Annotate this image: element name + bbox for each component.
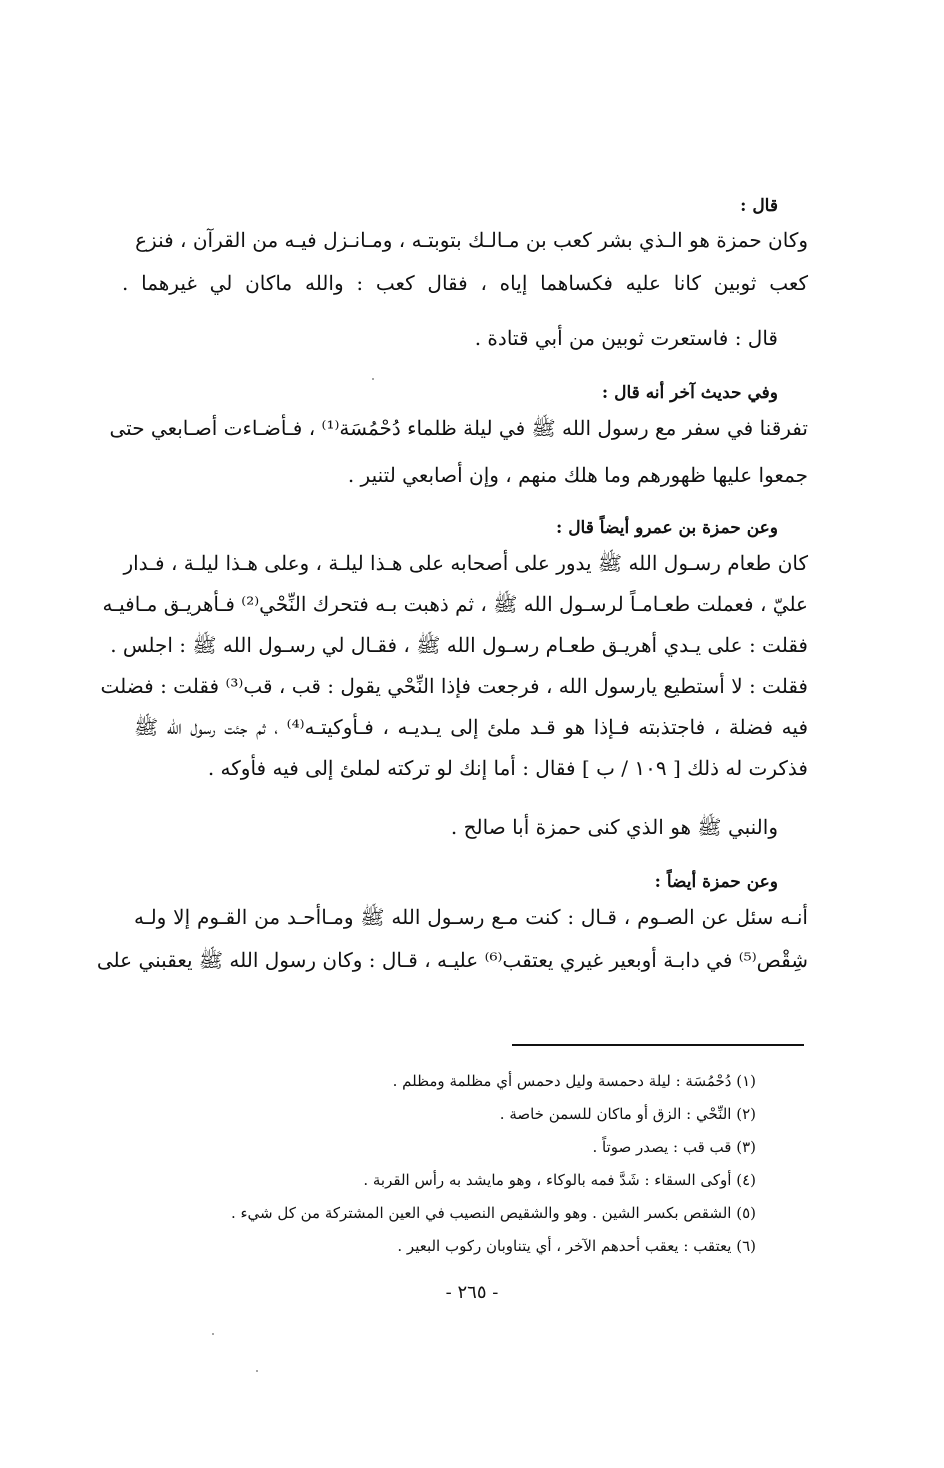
body-line: كعب ثوبين كانا عليه فكساهما إياه ، فقال كعب : والله ماكان لي غيرهما . [122, 271, 809, 295]
footnote: (٥) الشقص بكسر الشين . وهو والشقيص النصيب في العين المشتركة من كل شيء . [230, 1204, 756, 1222]
footnote: (٦) يعتقب : يعقب أحدهم الآخر ، أي يتناوبان ركوب البعير . [397, 1237, 756, 1255]
scan-speck [212, 1333, 214, 1335]
body-line: والنبي ﷺ هو الذي كنى حمزة أبا صالح . [450, 815, 778, 839]
body-line: فذكرت له ذلك [ ١٠٩ / ب ] فقال : أما إنك لو تركته لملئ إلى فيه فأوكه . [207, 756, 808, 780]
footnote: (٢) النِّحْي : الزق أو ماكان للسمن خاصة . [499, 1105, 756, 1123]
body-line: فيه فضلة ، فاجتذبته فـإذا هو قـد ملئ إلى يـديـه ، فـأوكيتـه⁽⁴⁾ ، ثم جئت رسول الله ﷺ [134, 715, 808, 739]
body-line: جمعوا عليها ظهورهم وما هلك منهم ، وإن أصابعي لتنير . [347, 463, 808, 487]
section-heading: قال : [740, 196, 778, 216]
body-line: شِقْص⁽⁵⁾ في دابـة أوبعير غيري يعتقب⁽⁶⁾ عليـه ، قـال : وكان رسول الله ﷺ يعقبني على [96, 948, 808, 972]
scan-speck [372, 378, 374, 380]
section-heading: وعن حمزة بن عمرو أيضاً قال : [556, 518, 778, 538]
body-line: عليّ ، فعملت طعـامـاً لرسـول الله ﷺ ، ثم ذهبت بـه فتحرك النِّحْي⁽²⁾ فـأهريـق مـافيـه [102, 592, 808, 616]
body-line: فقلت : على يـدي أهريـق طعـام رسـول الله ﷺ ، فقـال لي رسـول الله ﷺ : اجلس . [110, 633, 808, 657]
footnote: (٤) أوكى السقاء : شَدَّ فمه بالوكاء ، وهو مايشد به رأس القربة . [363, 1171, 756, 1189]
section-heading: وعن حمزة أيضاً : [654, 872, 778, 892]
body-line: وكان حمزة هو الـذي بشر كعب بن مـالـك بتوبتـه ، ومـانـزل فيـه من القرآن ، فنزع [135, 228, 808, 252]
footnote: (١) دُحْمُسَة : ليلة دحمسة وليل دحمس أي مظلمة ومظلم . [392, 1072, 756, 1090]
body-line: تفرقنا في سفر مع رسول الله ﷺ في ليلة ظلماء دُحْمُسَة⁽¹⁾ ، فـأضـاءت أصـابعي حتى [109, 416, 808, 440]
footnote: (٣) قب قب : يصدر صوتاً . [592, 1138, 756, 1156]
page-number: - ٢٦٥ - [445, 1282, 499, 1303]
footnote-separator [512, 1044, 804, 1046]
body-line: قال : فاستعرت ثوبين من أبي قتادة . [474, 326, 778, 350]
body-line: كان طعام رسـول الله ﷺ يدور على أصحابه على هـذا ليلـة ، وعلى هـذا ليلـة ، فـدار [123, 551, 808, 575]
body-line: فقلت : لا أستطيع يارسول الله ، فرجعت فإذا النِّحْي يقول : قب ، قب⁽³⁾ فقلت : فضلت [100, 674, 808, 698]
body-line: أنـه سئل عن الصـوم ، قـال : كنت مـع رسـول الله ﷺ ومـاأحـد من القـوم إلا ولـه [134, 905, 808, 929]
section-heading: وفي حديث آخر أنه قال : [601, 383, 778, 403]
scan-speck [256, 1370, 258, 1372]
